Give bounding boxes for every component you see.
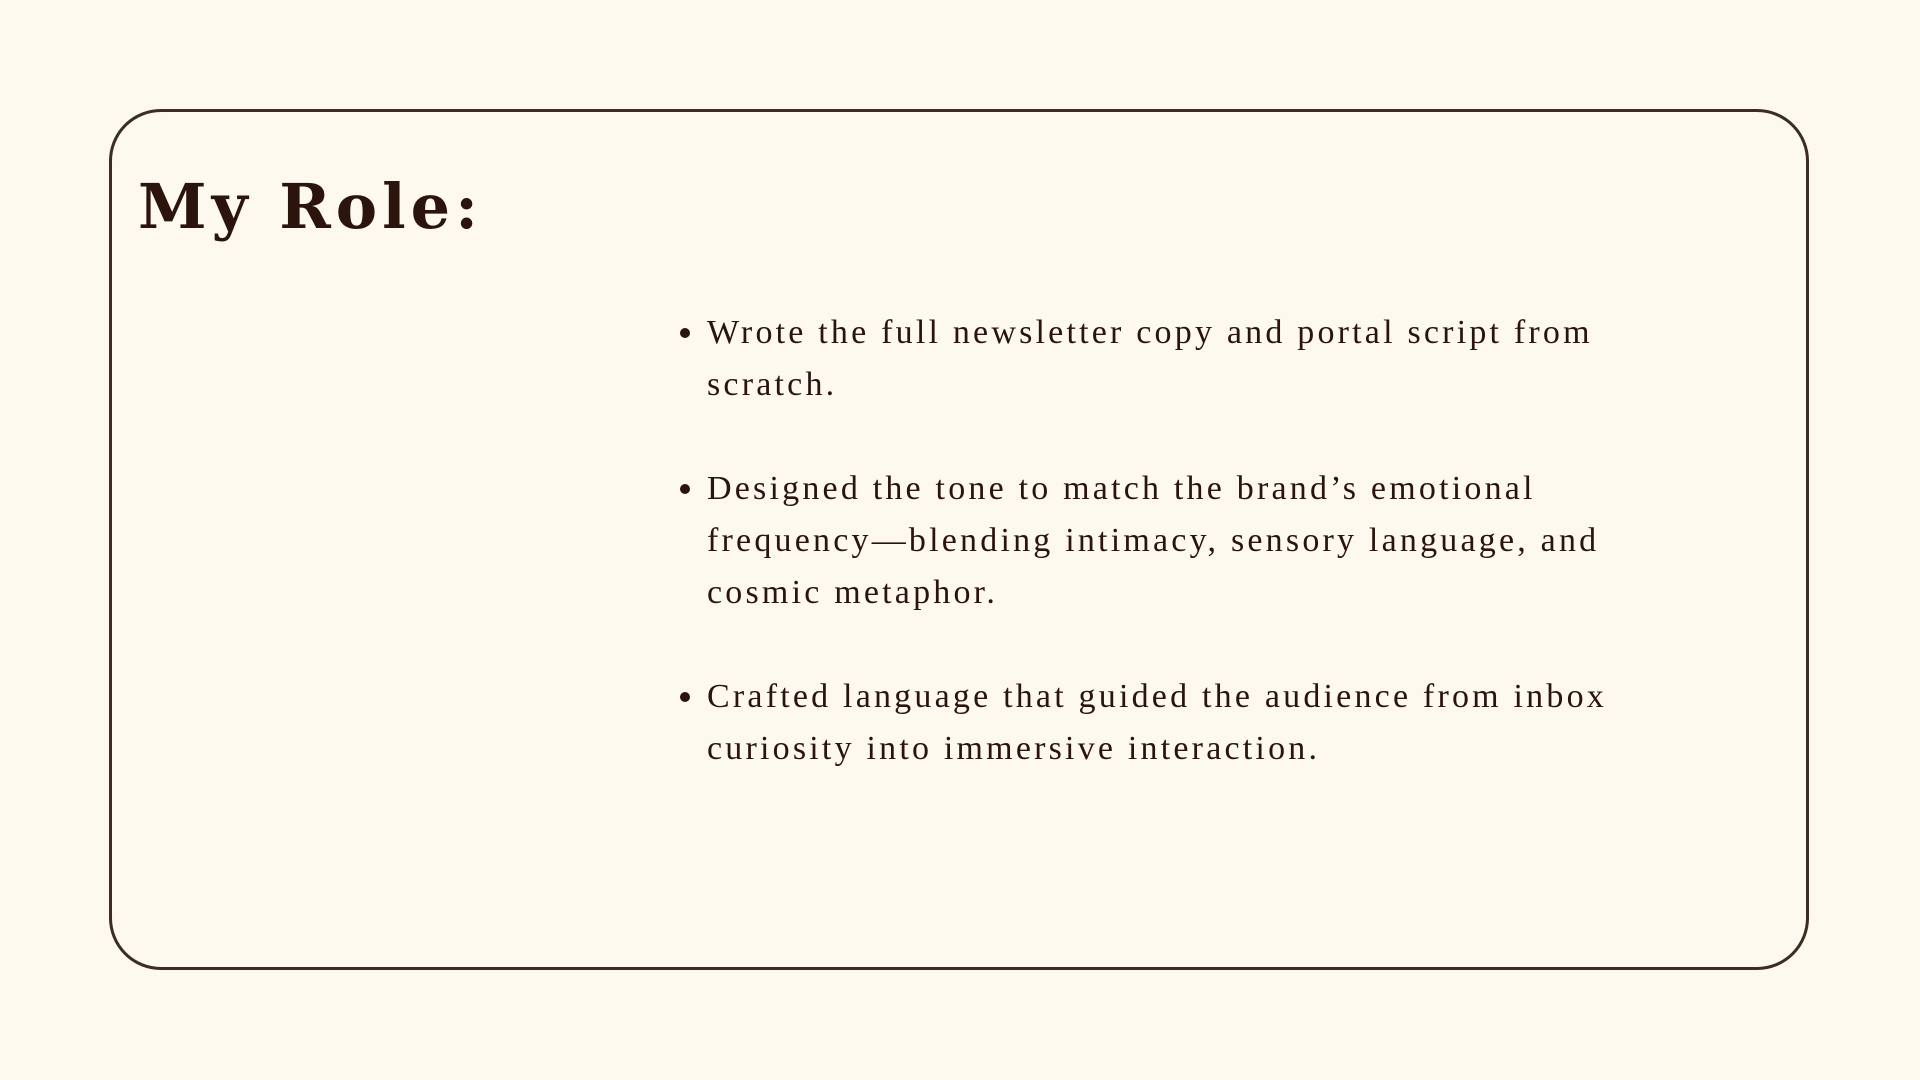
bullet-dot-icon [680, 692, 690, 702]
bullet-item [680, 463, 1690, 619]
bullet-text: Designed the tone to match the brand’s emotional frequency—blending intimacy, sensory language, and cosmic metaphor. [707, 470, 1600, 611]
bullet-dot-icon [680, 484, 690, 494]
bullet-text: Wrote the full newsletter copy and portal script from scratch. [707, 314, 1593, 403]
page-title: My Role: [138, 170, 484, 243]
bullet-dot-icon [680, 328, 690, 338]
bullet-item [680, 307, 1690, 411]
bullet-item [680, 671, 1690, 775]
bullet-text: Crafted language that guided the audience from inbox curiosity into immersive interaction. [707, 678, 1607, 767]
role-bullet-list [680, 307, 1690, 827]
